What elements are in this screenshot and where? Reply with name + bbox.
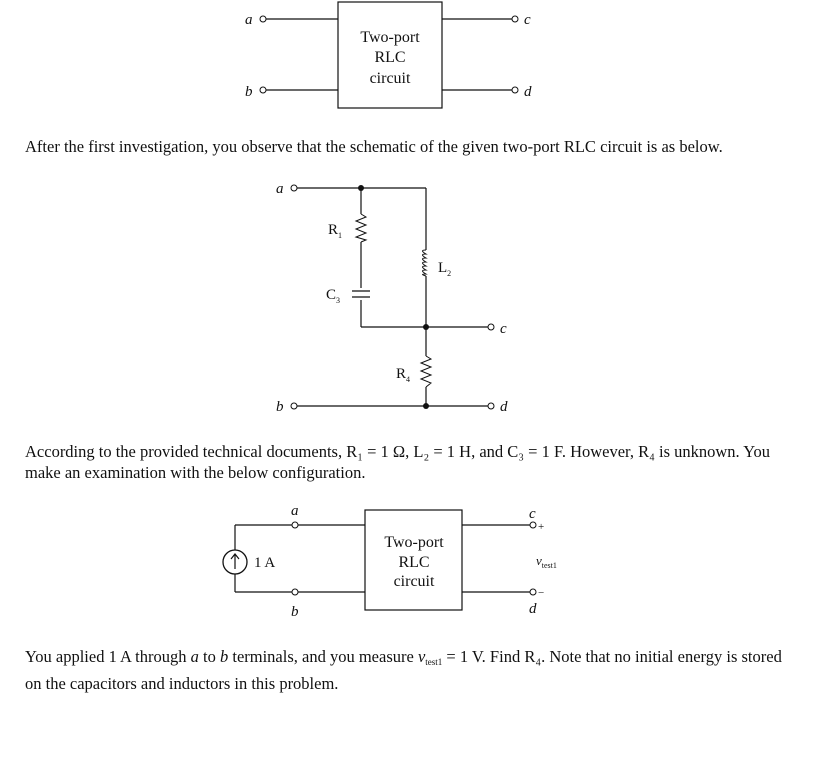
current-source: [223, 550, 247, 574]
paragraph-investigation: After the first investigation, you observe that the schematic of the given two-port RLC circuit is as below.: [25, 137, 723, 156]
box-text-line1: Two-port: [360, 29, 420, 46]
terminal-a-label: a: [291, 503, 299, 519]
vtest-label: $v_{test1}$: [536, 553, 557, 570]
box-text-line3: circuit: [393, 573, 435, 590]
paragraph-technical-documents: According to the provided technical documents, R₁ = 1 Ω, L₂ = 1 H, and C₃ = 1 F. However, R₄ is unknown. You make an examination with the below configuration.: [25, 442, 770, 482]
terminal-d-label: d: [524, 84, 532, 100]
paragraph-question: You applied 1 A through a to b terminals, and you measure vtest1 = 1 V. Find R₄. Note that no initial energy is stored on the capacitors and inductors in this problem.: [25, 647, 782, 693]
terminal-d: [530, 589, 536, 595]
minus-sign: −: [538, 587, 545, 599]
terminal-a: [292, 522, 298, 528]
terminal-c: [530, 522, 536, 528]
c3-label: $C_3$: [326, 287, 341, 305]
terminal-a-label: a: [245, 12, 253, 28]
terminal-b-label: b: [245, 84, 253, 100]
l2-label: $L_2$: [438, 260, 452, 278]
terminal-b-label: b: [291, 604, 299, 620]
terminal-d-label: d: [500, 399, 508, 415]
terminal-c-label: c: [500, 321, 507, 337]
terminal-c-label: c: [529, 506, 536, 522]
terminal-b-label: b: [276, 399, 284, 415]
terminal-d-label: d: [529, 601, 537, 617]
box-text-line2: RLC: [374, 49, 406, 66]
terminal-b: [292, 589, 298, 595]
terminal-c-label: c: [524, 12, 531, 28]
terminal-a-label: a: [276, 181, 284, 197]
box-text-line1: Two-port: [384, 534, 444, 551]
r1-label: $R_1$: [328, 222, 343, 240]
box-text-line3: circuit: [369, 70, 411, 87]
r4-label: $R_4$: [396, 366, 411, 384]
plus-sign: +: [538, 521, 545, 533]
box-text-line2: RLC: [398, 554, 430, 571]
source-label: 1 A: [254, 555, 276, 571]
